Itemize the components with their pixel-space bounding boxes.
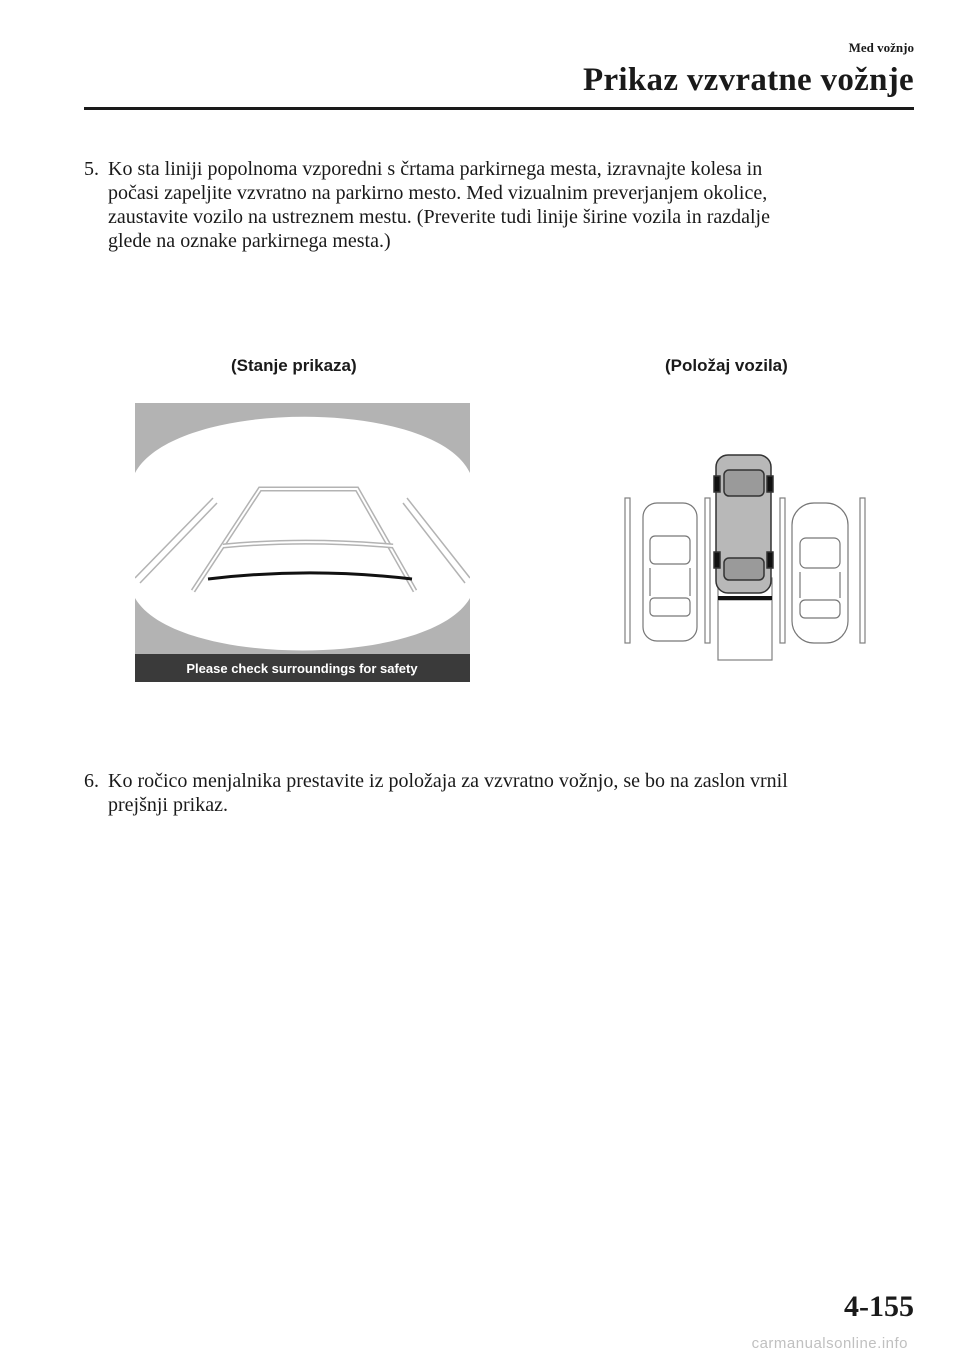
- step-text: [108, 157, 884, 253]
- step-number: 6.: [84, 770, 99, 792]
- parked-car-right: [792, 503, 848, 643]
- step-line: počasi zapeljite vzvratno na parkirno mesto. Med vizualnim preverjanjem okolice,: [108, 182, 768, 204]
- reversing-vehicle: [714, 455, 773, 593]
- step-line: glede na oznake parkirnega mesta.): [108, 230, 391, 252]
- vehicle-position-illustration: [610, 448, 880, 668]
- display-state-caption: (Stanje prikaza): [231, 356, 357, 375]
- step-line: Ko sta liniji popolnoma vzporedni s črtama parkirnega mesta, izravnajte kolesa in: [108, 158, 763, 180]
- parked-car-left: [643, 503, 697, 641]
- step-line: Ko ročico menjalnika prestavite iz položaja za vzvratno vožnjo, se bo na zaslon vrnil: [108, 770, 788, 792]
- instruction-step-6: [84, 769, 884, 817]
- page-number: 4-155: [844, 1290, 914, 1323]
- safety-message: Please check surroundings for safety: [186, 661, 418, 676]
- instruction-step-5: [84, 157, 884, 253]
- vehicle-position-caption: (Položaj vozila): [665, 356, 788, 375]
- title-divider: [84, 107, 914, 110]
- step-text: [108, 769, 884, 817]
- stop-line: [718, 596, 772, 600]
- section-label: Med vožnjo: [848, 40, 914, 55]
- step-number: 5.: [84, 158, 99, 180]
- rear-camera-display-illustration: [135, 403, 470, 682]
- page-title: Prikaz vzvratne vožnje: [583, 62, 914, 98]
- step-line: prejšnji prikaz.: [108, 794, 228, 816]
- step-line: zaustavite vozilo na ustreznem mestu. (Preverite tudi linije širine vozila in razdalje: [108, 206, 770, 228]
- watermark: carmanualsonline.info: [751, 1335, 908, 1352]
